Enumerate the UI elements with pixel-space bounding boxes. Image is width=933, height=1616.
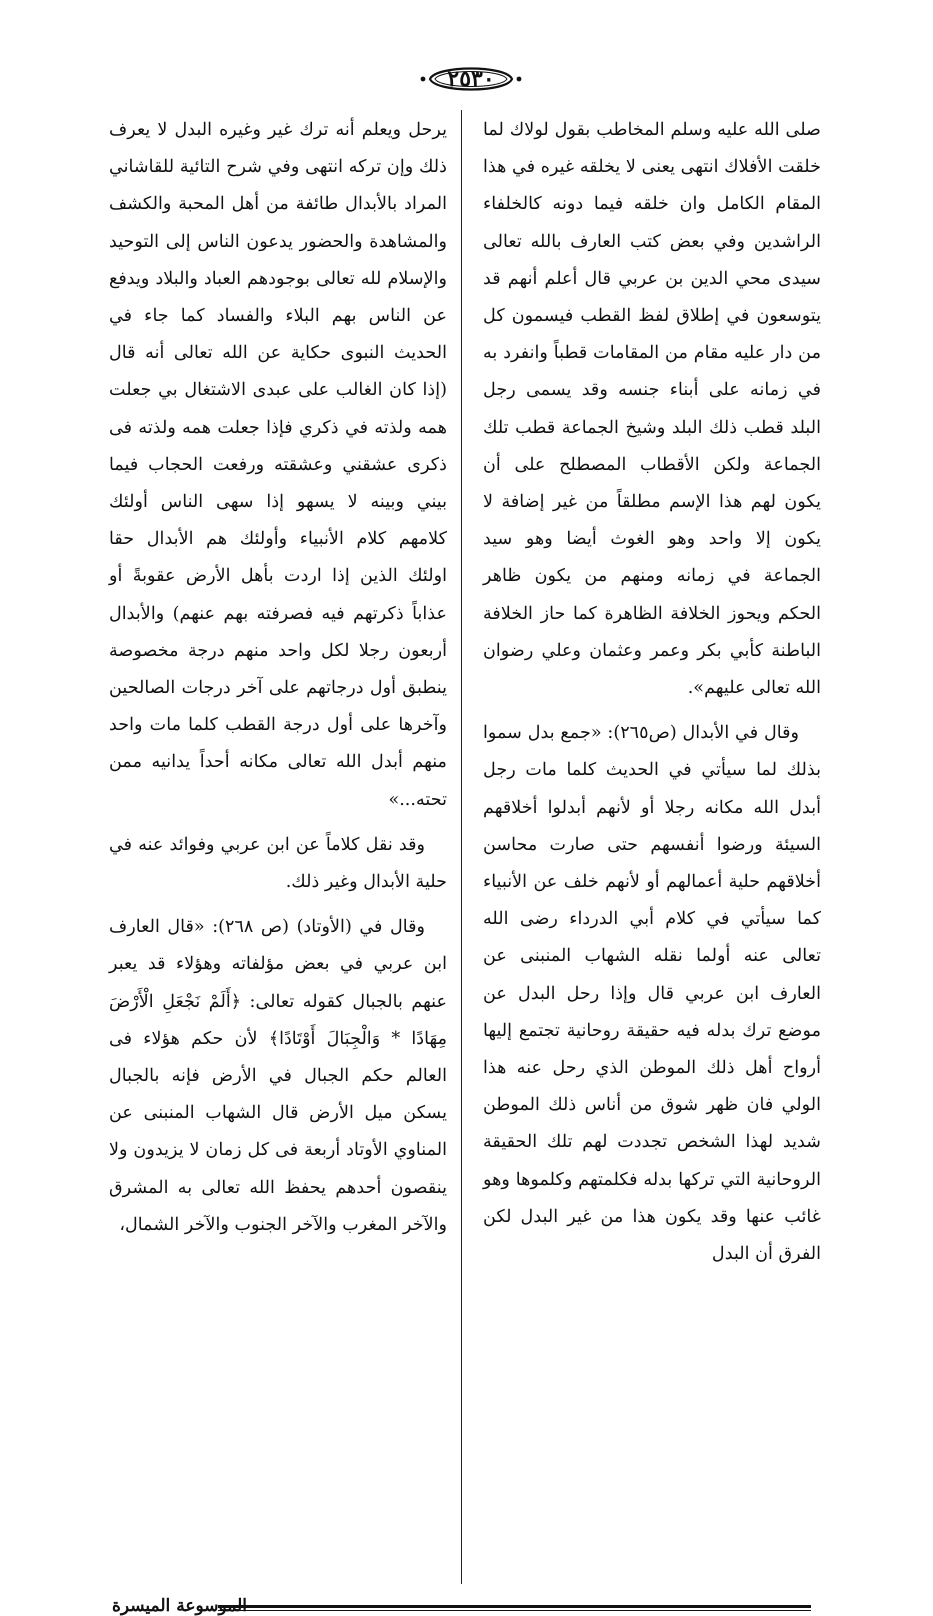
left-column xyxy=(109,112,447,1578)
footer-rule-thin xyxy=(218,1610,811,1611)
right-column xyxy=(483,112,821,1578)
paragraph: يرحل ويعلم أنه ترك غير وغيره البدل لا يعرف ذلك وإن تركه انتهى وفي شرح التائية للقاشاني المراد بالأبدال طائفة من أهل المحبة والكشف والمشاهدة والحضور يدعون الناس إلى التوحيد والإسلام لله تعالى بوجودهم العباد والبلاد ويدفع عن الناس بهم البلاء والفساد كما جاء في الحديث النبوى حكاية عن الله تعالى أنه قال (إذا كان الغالب على عبدى الاشتغال بي جعلت همه ولذته في ذكري فإذا جعلت همه ولذته فى ذكرى عشقني وعشقته ورفعت الحجاب فيما بيني وبينه لا يسهو إذا سهى الناس أولئك كلامهم كلام الأنبياء وأولئك هم الأبدال حقا اولئك الذين إذا اردت بأهل الأرض عقوبةً أو عذاباً ذكرتهم فيه فصرفته بهم عنهم) والأبدال أربعون رجلا لكل واحد منهم درجة مخصوصة ينطبق أول درجاتهم على آخر درجات الصالحين وآخرها على أول درجة القطب كلما مات واحد منهم أبدل الله تعالى مكانه أحداً يدانيه ممن تحته...» xyxy=(109,120,447,810)
paragraph: وقال في (الأوتاد) (ص ٢٦٨): «قال العارف ابن عربي في بعض مؤلفاته وهؤلاء قد يعبر عنهم بالجبال كقوله تعالى: ﴿أَلَمْ نَجْعَلِ الْأَرْضَ مِهَادًا * وَالْجِبَالَ أَوْتَادًا﴾ لأن حكم هؤلاء فى العالم حكم الجبال في الأرض فإنه بالجبال يسكن ميل الأرض قال الشهاب المنبنى عن المناوي الأوتاد أربعة فى كل زمان لا يزيدون ولا ينقصون أحدهم يحفظ الله تعالى به المشرق والآخر المغرب والآخر الجنوب والآخر الشمال، xyxy=(109,917,447,1235)
paragraph: وقال في الأبدال (ص٢٦٥): «جمع بدل سموا بذلك لما سيأتي في الحديث كلما مات رجل أبدل الله مكانه رجلا أو لأنهم أبدلوا أخلاقهم السيئة ورضوا أنفسهم حتى صارت محاسن أخلاقهم حلية أعمالهم أو لأنهم خلف عن الأنبياء كما سيأتي في كلام أبي الدرداء رضى الله تعالى عنه أولما نقله الشهاب المنبنى عن العارف ابن عربي قال وإذا رحل البدل عن موضع ترك بدله فيه حقيقة روحانية تجتمع إليها أرواح أهل ذلك الموطن الذي رحل عنه هذا الولي فان ظهر شوق من أناس ذلك الموطن شديد لهذا الشخص تجددت لهم تلك الحقيقة الروحانية التي تركها بدله فكلمتهم وكلموها وهو غائب عنها وقد يكون هذا من غير البدل لكن الفرق أن البدل xyxy=(483,723,821,1265)
footer-rule xyxy=(218,1605,811,1611)
paragraph: وقد نقل كلاماً عن ابن عربي وفوائد عنه في حلية الأبدال وغير ذلك. xyxy=(109,834,447,893)
page-number-badge xyxy=(418,62,524,96)
column-divider xyxy=(461,110,462,1584)
paragraph: صلى الله عليه وسلم المخاطب بقول لولاك لما خلقت الأفلاك انتهى يعنى لا يخلقه غيره في هذا المقام الكامل وان خلقه فيما دونه كالخلفاء الراشدين وفي بعض كتب العارف بالله تعالى سيدى محي الدين بن عربي قال أعلم أنهم قد يتوسعون في إطلاق لفظ القطب فيسمون كل من دار عليه مقام من المقامات قطباً وانفرد به في زمانه على أبناء جنسه وقد يسمى رجل البلد قطب ذلك البلد وشيخ الجماعة قطب تلك الجماعة ولكن الأقطاب المصطلح على أن يكون لهم هذا الإسم مطلقاً من غير إضافة لا يكون إلا واحد وهو الغوث أيضا وهو سيد الجماعة في زمانه ومنهم من يكون ظاهر الحكم ويحوز الخلافة الظاهرة كما حاز الخلافة الباطنة كأبي بكر وعمر وعثمان وعلي رضوان الله تعالى عليهم». xyxy=(483,120,821,699)
footer-title: الموسوعة الميسرة xyxy=(111,1596,247,1616)
footer-rule-thick xyxy=(218,1605,811,1608)
page-number: ٢٥٣٠ xyxy=(447,66,495,92)
